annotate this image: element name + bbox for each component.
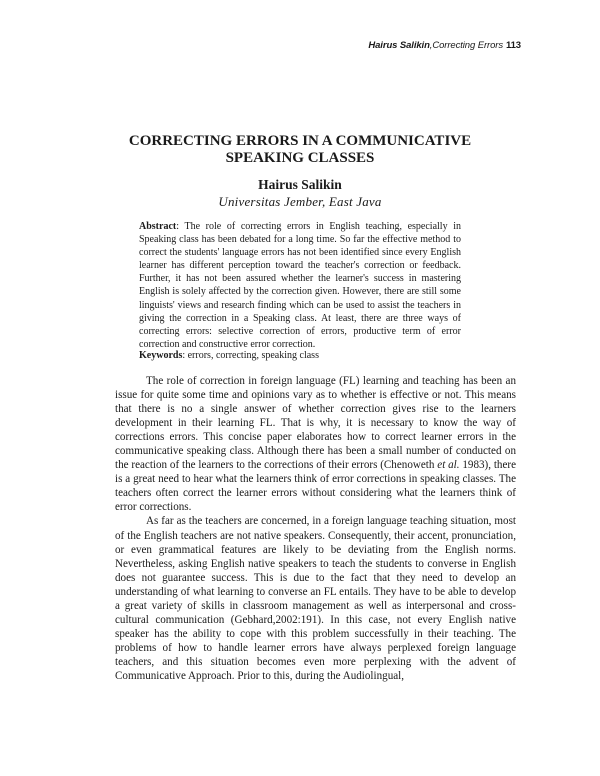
- running-head-separator: ,: [429, 40, 433, 51]
- page-number: 113: [505, 40, 521, 51]
- running-head-author: Hairus Salikin: [368, 40, 430, 51]
- abstract-text: : The role of correcting errors in English teaching, especially in Speaking class has been debated for a long time. So far the effective method to correct the students' language errors has not been identified since every English learner has different perception toward the teacher's correction or feedback. Further, it has not been assured whether the learner's success in mastering English is solely affected by the correction given. However, there are still some linguists' views and research finding which can be used to assist the teachers in giving the correction in a Speaking class. At least, there are three ways of correcting errors: selective correction of errors, productive term of error correction and constructive error correction.: [139, 221, 461, 350]
- article-title: CORRECTING ERRORS IN A COMMUNICATIVE SPEAKING CLASSES: [128, 133, 472, 166]
- body-paragraph-1-part-b: 1983), there is a great need to hear what the learners think of error corrections in speaking classes. The teachers often correct the learner errors without considering what the learners think of error corrections.: [115, 459, 517, 514]
- abstract: [139, 220, 461, 351]
- body-paragraph-1-part-a: The role of correction in foreign language (FL) learning and teaching has been an issue for quite some time and opinions vary as to whether is effective or not. This means that there is no a single answer of whether correction gives rise to the learners development in their learning FL. That is why, it is necessary to know the way of corrections errors. This concise paper elaborates how to correct learner errors in the communicative speaking class. Although there has been a small number of conducted on the reaction of the learners to the corrections of their errors (Chenoweth: [115, 375, 516, 472]
- author-affiliation: Universitas Jember, East Java: [218, 194, 382, 209]
- keywords-text: : errors, correcting, speaking class: [182, 350, 319, 361]
- running-head-title: Correcting Errors: [432, 40, 503, 51]
- article-body: [115, 374, 516, 683]
- abstract-label: Abstract: [139, 221, 177, 232]
- citation-et-al: et al.: [437, 459, 460, 472]
- keywords-label: Keywords: [139, 350, 183, 361]
- running-head: [368, 40, 521, 51]
- article-author: Hairus Salikin: [258, 177, 342, 192]
- body-paragraph-2: As far as the teachers are concerned, in a foreign language teaching situation, most of the English teachers are not native speakers. Consequently, their accent, pronunciation, or even grammatical features are likely to be deviating from the English norms. Nevertheless, asking English native speakers to teach the students to converse in English does not guarantee success. This is due to the fact that they need to develop an understanding of what learning to converse an FL entails. They have to be able to develop a great variety of skills in classroom management as well as interpersonal and cross-cultural communication (Gebhard,2002:191). In this case, not every English native speaker has the ability to cope with this problem successfully in their teaching. The problems of how to handle learner errors have always perplexed foreign language teachers, and this situation becomes even more perplexing with the advent of Communicative Approach. Prior to this, during the Audiolingual,: [115, 515, 516, 682]
- keywords: [139, 350, 461, 361]
- body-paragraph-1: [115, 374, 516, 514]
